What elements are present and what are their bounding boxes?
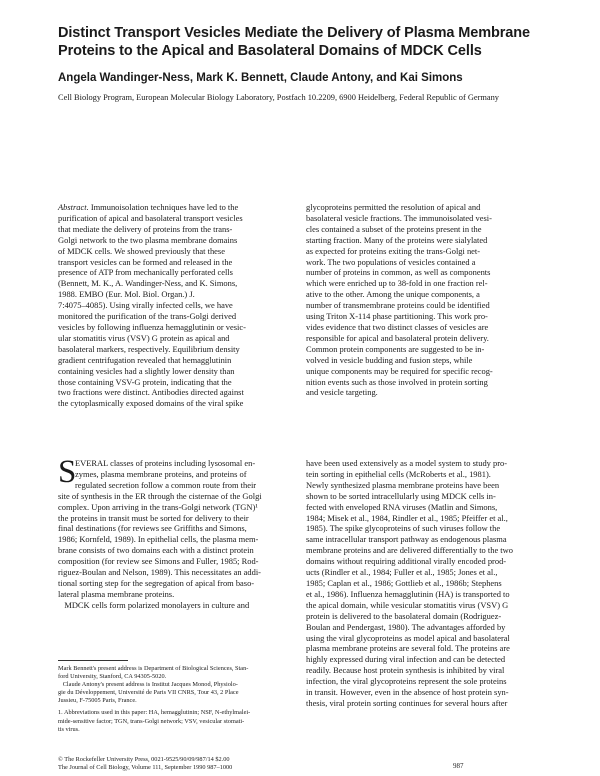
abstract-line: ular stomatitis virus (VSV) G protein as apical and <box>58 332 230 343</box>
abstract-line: cles contained a subset of the proteins present in the <box>306 223 482 234</box>
abstract-line: two fractions were distinct. Antibodies directed against <box>58 387 244 398</box>
body-line: the proteins in transit must be sorted for delivery to their <box>58 512 249 523</box>
abstract-line: nition events such as those involved in protein sorting <box>306 376 488 387</box>
affiliation: Cell Biology Program, European Molecular Biology Laboratory, Postfach 10.2209, 6900 Heidelberg, Federal Republic of Germany <box>58 93 499 102</box>
abstract-line: 1988. EMBO (Eur. Mol. Biol. Organ.) J. <box>58 289 195 300</box>
footnote-line: gie du Développement, Université de Paris VII CNRS, Tour 43, 2 Place <box>58 689 239 697</box>
body-line: membrane proteins and are delivered differentially to the two <box>306 545 513 556</box>
body-line: highly expressed during viral infection and can be detected <box>306 654 506 665</box>
footnote-line: Claude Antony's present address is Institut Jacques Monod, Physiolo- <box>58 681 238 689</box>
abstract-line: unique components may be required for specific recog- <box>306 365 493 376</box>
abstract-line: that mediate the delivery of proteins from the trans- <box>58 223 233 234</box>
abstract-line: Common protein components are suggested to be in- <box>306 343 485 354</box>
abstract-line: presence of ATP from mechanically perforated cells <box>58 267 233 278</box>
abstract-line: and vesicle targeting. <box>306 387 378 398</box>
abstract-line: transport vesicles can be formed and released in the <box>58 256 233 267</box>
body-line: tein sorting in epithelial cells (McRoberts et al., 1981). <box>306 468 491 479</box>
abstract-line: work. The two populations of vesicles contained a <box>306 256 476 267</box>
body-line: ucts (Rindler et al., 1984; Fuller et al., 1985; Jones et al., <box>306 567 498 578</box>
abstract-line: glycoproteins permitted the resolution of apical and <box>306 202 481 212</box>
abstract-line: basolateral markers, respectively. Equilibrium density <box>58 343 240 354</box>
body-line: shown to be sorted intracellularly using MDCK cells in- <box>306 490 496 501</box>
abstract-line: containing vesicles had a slightly lower density than <box>58 365 235 376</box>
body-line: the apical domain, while vesicular stomatitis virus (VSV) G <box>306 599 509 610</box>
body-line: have been used extensively as a model system to study pro- <box>306 458 508 468</box>
footnote-line: mide-sensitive factor; TGN, trans-Golgi network; VSV, vesicular stomati- <box>58 717 245 725</box>
journal-citation: The Journal of Cell Biology, Volume 111, September 1990 987–1000 <box>58 764 233 771</box>
abstract-line: Golgi network to the two plasma membrane domains <box>58 234 238 245</box>
abstract-line: monitored the purification of the trans-Golgi derived <box>58 311 237 322</box>
abstract-line: as expected for proteins exiting the trans-Golgi net- <box>306 245 481 256</box>
abstract-line: gradient centrifugation revealed that hemagglutinin <box>58 354 232 365</box>
abstract-line: which were enriched up to 38-fold in one fraction rel- <box>306 278 488 289</box>
abstract-line: (Bennett, M. K., A. Wandinger-Ness, and K. Simons, <box>58 278 238 289</box>
abstract-line: volved in vesicle budding and fusion steps, while <box>306 354 473 365</box>
body-line: site of synthesis in the ER through the cisternae of the Golgi <box>58 490 262 501</box>
body-line: 1984; Misek et al., 1984, Rindler et al., 1985; Pfeiffer et al., <box>306 512 508 523</box>
abstract-line: of MDCK cells. We showed previously that these <box>58 245 225 256</box>
abstract-line: number of transmembrane proteins could be identified <box>306 300 490 311</box>
body-line: 1985; Caplan et al., 1986; Gottlieb et al., 1986b; Stephens <box>306 577 502 588</box>
body-line: zymes, plasma membrane proteins, and proteins of <box>75 468 247 479</box>
footnote-divider <box>58 660 128 661</box>
abstract-line: ative to the other. Among the unique components, a <box>306 289 480 300</box>
author-list: Angela Wandinger-Ness, Mark K. Bennett, Claude Antony, and Kai Simons <box>58 72 463 84</box>
body-line: domains without requiring additional virally encoded prod- <box>306 556 507 567</box>
abstract-line: number of proteins in common, as well as components <box>306 267 491 278</box>
page-number: 987 <box>453 762 464 770</box>
footnote-line: tis virus. <box>58 725 80 733</box>
body-line: fected with enveloped RNA viruses (Matlin and Simons, <box>306 501 498 512</box>
body-right-column <box>306 458 558 709</box>
body-line: riguez-Boulan and Nelson, 1989). This necessitates an addi- <box>58 567 261 578</box>
abstract-line: vides evidence that two distinct classes of vesicles are <box>306 321 489 332</box>
body-line: tional sorting step for the segregation of apical from baso- <box>58 577 255 588</box>
footnote-line: Jussieu, F-75005 Paris, France. <box>58 697 137 705</box>
body-left-column <box>58 454 310 611</box>
body-line: protein is delivered to the basolateral domain (Rodriguez- <box>306 610 502 621</box>
body-line: composition (for review see Simons and Fuller, 1985; Rod- <box>58 556 259 567</box>
footnote-line: 1. Abbreviations used in this paper: HA, hemagglutinin; NSF, N-ethylmalei- <box>58 709 251 717</box>
drop-cap: S <box>58 454 77 490</box>
body-line: et al., 1986). Influenza hemagglutinin (HA) is transported to <box>306 588 510 599</box>
footnote-line: ford University, Stanford, CA 94305-5020. <box>58 673 167 681</box>
body-line: MDCK cells form polarized monolayers in culture and <box>58 599 250 610</box>
body-line: 1986; Kornfeld, 1989). In epithelial cells, the plasma mem- <box>58 534 259 545</box>
body-line: brane consists of two domains each with a distinct protein <box>58 545 254 556</box>
footnote-line: Mark Bennett's present address is Department of Biological Sciences, Stan- <box>58 665 249 672</box>
article-title: Distinct Transport Vesicles Mediate the Delivery of Plasma Membrane Proteins to the Apical and Basolateral Domains of MDCK Cells <box>58 25 530 59</box>
abstract-line: basolateral vesicle fractions. The immunoisolated vesi- <box>306 212 492 223</box>
intro-paragraph-start <box>58 454 310 491</box>
body-line: plasma membrane proteins are several fold. The proteins are <box>306 643 510 654</box>
abstract-line: vesicles by following influenza hemagglutinin or vesic- <box>58 321 246 332</box>
body-line: readily. Because host protein synthesis is inhibited by viral <box>306 665 505 676</box>
copyright-line: © The Rockefeller University Press, 0021-9525/90/09/987/14 $2.00 <box>58 756 230 763</box>
body-line: 1985). The spike glycoproteins of such viruses follow the <box>306 523 501 534</box>
abstract-line: responsible for apical and basolateral protein delivery. <box>306 332 489 343</box>
body-line: final destinations (for reviews see Griffiths and Simons, <box>58 523 247 534</box>
abstract-left-column <box>58 202 310 409</box>
body-line: same intracellular transport pathway as endogenous plasma <box>306 534 507 545</box>
copyright-notice <box>58 756 232 772</box>
body-line: Boulan and Pendergast, 1980). The advantages afforded by <box>306 621 506 632</box>
abstract-line: 7:4075–4085). Using virally infected cells, we have <box>58 300 233 311</box>
body-line: lateral plasma membrane proteins. <box>58 588 175 599</box>
abstract-line: those containing VSV-G protein, indicating that the <box>58 376 232 387</box>
abstract-line: the cytoplasmically exposed domains of the viral spike <box>58 398 244 409</box>
body-line: Newly synthesized plasma membrane proteins have been <box>306 479 500 490</box>
footnotes <box>58 665 300 734</box>
abstract-right-column <box>306 202 558 398</box>
body-line: EVERAL classes of proteins including lysosomal en- <box>75 458 256 468</box>
body-line: regulated secretion follow a common route from their <box>75 479 257 490</box>
abstract-line: Abstract. Immunoisolation techniques have led to the <box>58 202 239 212</box>
body-line: infection, the viral glycoproteins represent the sole proteins <box>306 676 507 687</box>
body-line: using the viral glycoproteins as model apical and basolateral <box>306 632 510 643</box>
abstract-line: purification of apical and basolateral transport vesicles <box>58 212 243 223</box>
body-line: complex. Upon arriving in the trans-Golgi network (TGN)¹ <box>58 501 258 512</box>
body-line: thesis, viral protein sorting continues for several hours after <box>306 697 508 708</box>
abstract-line: starting fraction. Many of the proteins were sialylated <box>306 234 488 245</box>
body-line: in transit. However, even in the absence of host protein syn- <box>306 687 509 698</box>
abstract-label: Abstract. <box>58 202 89 212</box>
abstract-line: using Triton X-114 phase partitioning. This work pro- <box>306 311 488 322</box>
